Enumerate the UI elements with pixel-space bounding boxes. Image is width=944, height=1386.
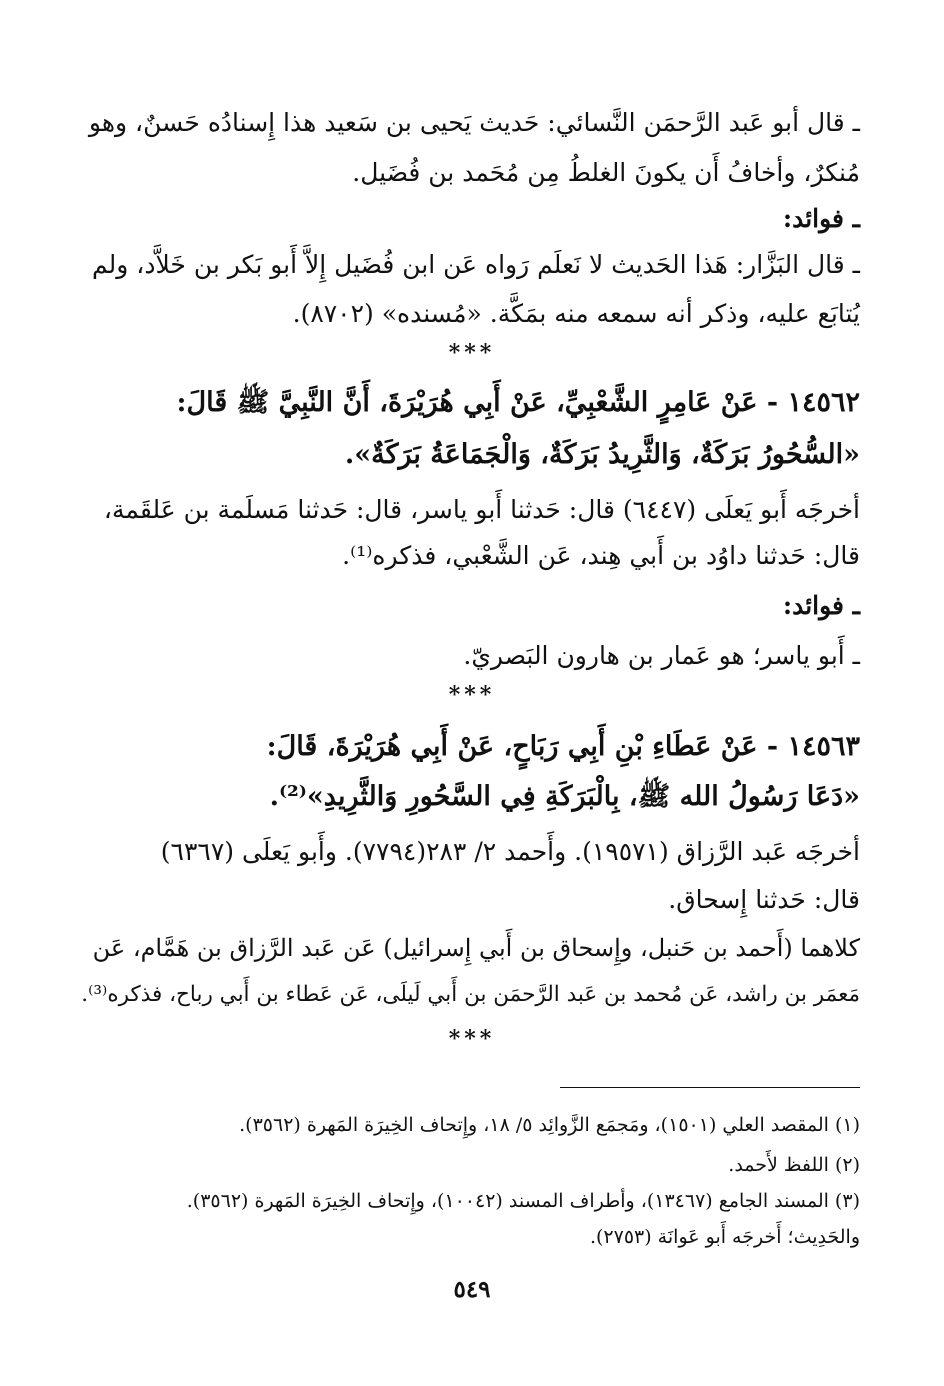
body-line: ـ قال أبو عَبد الرَّحمَن النَّسائي: حَديث يَحيى بن سَعيد هذا إِسنادُه حَسنٌ، وهو [88,108,860,137]
section-separator: *** [448,1026,496,1052]
section-separator: *** [448,340,496,366]
section-separator: *** [448,682,496,708]
body-line: مُنكرٌ، وأخافُ أَن يكونَ الغلطُ مِن مُحَمد بن فُضَيل. [352,158,860,187]
body-line: أخرجَه عَبد الرَّزاق (١٩٥٧١). وأَحمد ٢/ ٢٨٣(٧٧٩٤). وأَبو يَعلَى (٦٣٦٧) [160,837,860,866]
page-number: ٥٤٩ [453,1276,491,1303]
section-heading: ـ فوائد: [782,204,860,233]
body-line: أخرجَه أَبو يَعلَى (٦٤٤٧) قال: حَدثنا أَبو ياسر، قال: حَدثنا مَسلَمة بن عَلقَمة، [103,495,860,524]
body-line: ـ أَبو ياسر؛ هو عَمار بن هارون البَصريّ. [463,641,860,670]
footnote: (٣) المسند الجامع (١٣٤٦٧)، وأطراف المسند (١٠٠٤٢)، وإِتحاف الخِيرَة المَهرة (٣٥٦٢). [186,1190,860,1212]
footnote: (٢) اللفظ لأَحمد. [728,1154,860,1176]
hadith-heading: ١٤٥٦٢ - عَنْ عَامِرٍ الشَّعْبِيِّ، عَنْ أَبِي هُرَيْرَةَ، أَنَّ النَّبِيَّ ﷺ قَالَ: [176,387,860,418]
body-line: ـ قال البَزَّار: هَذا الحَديث لا نَعلَم رَواه عَن ابن فُضَيل إِلاَّ أَبو بَكر بن خَلاَّد، ولم [92,250,860,279]
footnote: (١) المقصد العلي (١٥٠١)، ومَجمَع الزَّوائِد ٥/ ١٨، وإِتحاف الخِيرَة المَهرة (٣٥٦٢). [239,1114,860,1136]
hadith-text: «السُّحُورُ بَرَكَةٌ، وَالثَّرِيدُ بَرَكَةٌ، وَالْجَمَاعَةُ بَرَكَةٌ». [344,439,860,470]
hadith-text: «دَعَا رَسُولُ الله ﷺ، بِالْبَرَكَةِ فِي السَّحُورِ وَالثَّرِيدِ»⁽²⁾. [269,781,860,812]
hadith-heading: ١٤٥٦٣ - عَنْ عَطَاءِ بْنِ أَبِي رَبَاحٍ، عَنْ أَبِي هُرَيْرَةَ، قَالَ: [266,731,860,762]
footnote: والحَدِيث؛ أَخرجَه أَبو عَوانَة (٢٧٥٣). [589,1226,860,1248]
body-line: يُتابَع عليه، وذكر أنه سمعه منه بمَكَّة. «مُسنده» (٨٧٠٢). [292,299,860,328]
section-heading: ـ فوائد: [782,591,860,620]
body-line: مَعمَر بن راشد، عَن مُحمد بن عَبد الرَّحمَن بن أَبي لَيلَى، عَن عَطاء بن أَبي رباح، فذكره⁽³⁾. [81,982,860,1007]
body-line: قال: حَدثنا إِسحاق. [668,885,860,914]
body-line: كلاهما (أَحمد بن حَنبل، وإِسحاق بن أَبي إِسرائيل) عَن عَبد الرَّزاق بن هَمَّام، عَن [92,934,860,962]
footnote-divider [560,1087,860,1088]
body-line: قال: حَدثنا داوُد بن أَبي هِند، عَن الشَّعْبي، فذكره⁽¹⁾. [342,541,860,570]
